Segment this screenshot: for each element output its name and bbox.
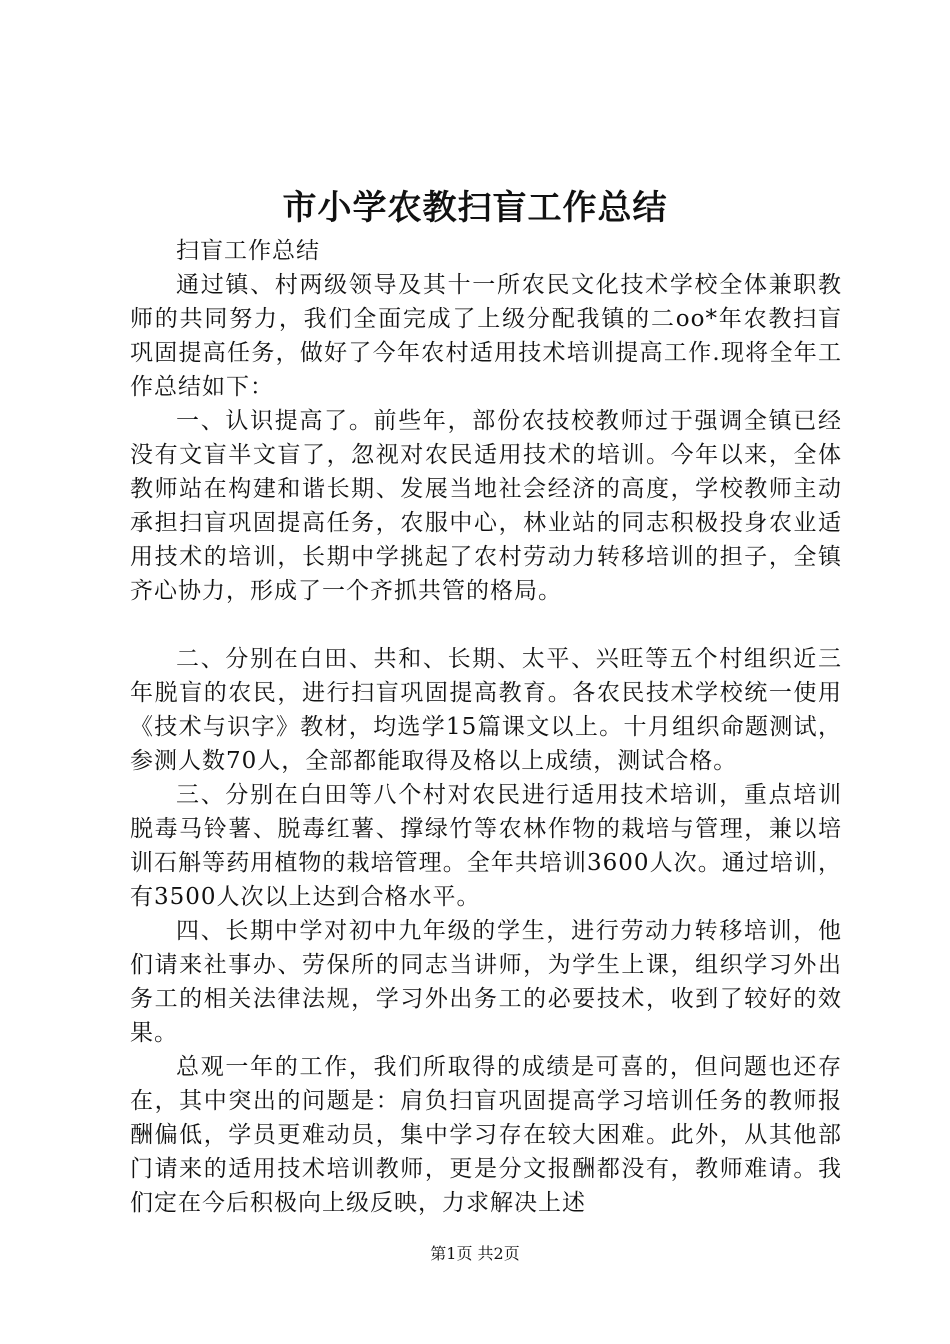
paragraph-subtitle: 扫盲工作总结 (176, 238, 320, 264)
document-body (130, 234, 842, 1220)
paragraph-section-2: 二、分别在白田、共和、长期、太平、兴旺等五个村组织近三年脱盲的农民，进行扫盲巩固提高教育。各农民技术学校统一使用《技术与识字》教材，均选学15篇课文以上。十月组织命题测试，参测人数70人，全部都能取得及格以上成绩，测试合格。 (130, 646, 842, 774)
paragraph-summary: 总观一年的工作，我们所取得的成绩是可喜的，但问题也还存在，其中突出的问题是：肩负扫盲巩固提高学习培训任务的教师报酬偏低，学员更难动员，集中学习存在较大困难。此外，从其他部门请来的适用技术培训教师，更是分文报酬都没有，教师难请。我们定在今后积极向上级反映，力求解决上述 (130, 1054, 842, 1216)
page-number-footer: 第1页 共2页 (430, 1244, 520, 1263)
paragraph-intro: 通过镇、村两级领导及其十一所农民文化技术学校全体兼职教师的共同努力，我们全面完成了上级分配我镇的二oo*年农教扫盲巩固提高任务，做好了今年农村适用技术培训提高工作.现将全年工作总结如下： (130, 272, 842, 400)
paragraph-section-1: 一、认识提高了。前些年，部份农技校教师过于强调全镇已经没有文盲半文盲了，忽视对农民适用技术的培训。今年以来，全体教师站在构建和谐长期、发展当地社会经济的高度，学校教师主动承担扫盲巩固提高任务，农服中心，林业站的同志积极投身农业适用技术的培训，长期中学挑起了农村劳动力转移培训的担子，全镇齐心协力，形成了一个齐抓共管的格局。 (130, 408, 842, 604)
paragraph-section-4: 四、长期中学对初中九年级的学生，进行劳动力转移培训，他们请来社事办、劳保所的同志当讲师，为学生上课，组织学习外出务工的相关法律法规，学习外出务工的必要技术，收到了较好的效果。 (130, 918, 842, 1046)
paragraph-section-3: 三、分别在白田等八个村对农民进行适用技术培训，重点培训脱毒马铃薯、脱毒红薯、撑绿竹等农林作物的栽培与管理，兼以培训石斛等药用植物的栽培管理。全年共培训3600人次。通过培训，有3500人次以上达到合格水平。 (130, 782, 842, 910)
document-title: 市小学农教扫盲工作总结 (282, 188, 668, 228)
